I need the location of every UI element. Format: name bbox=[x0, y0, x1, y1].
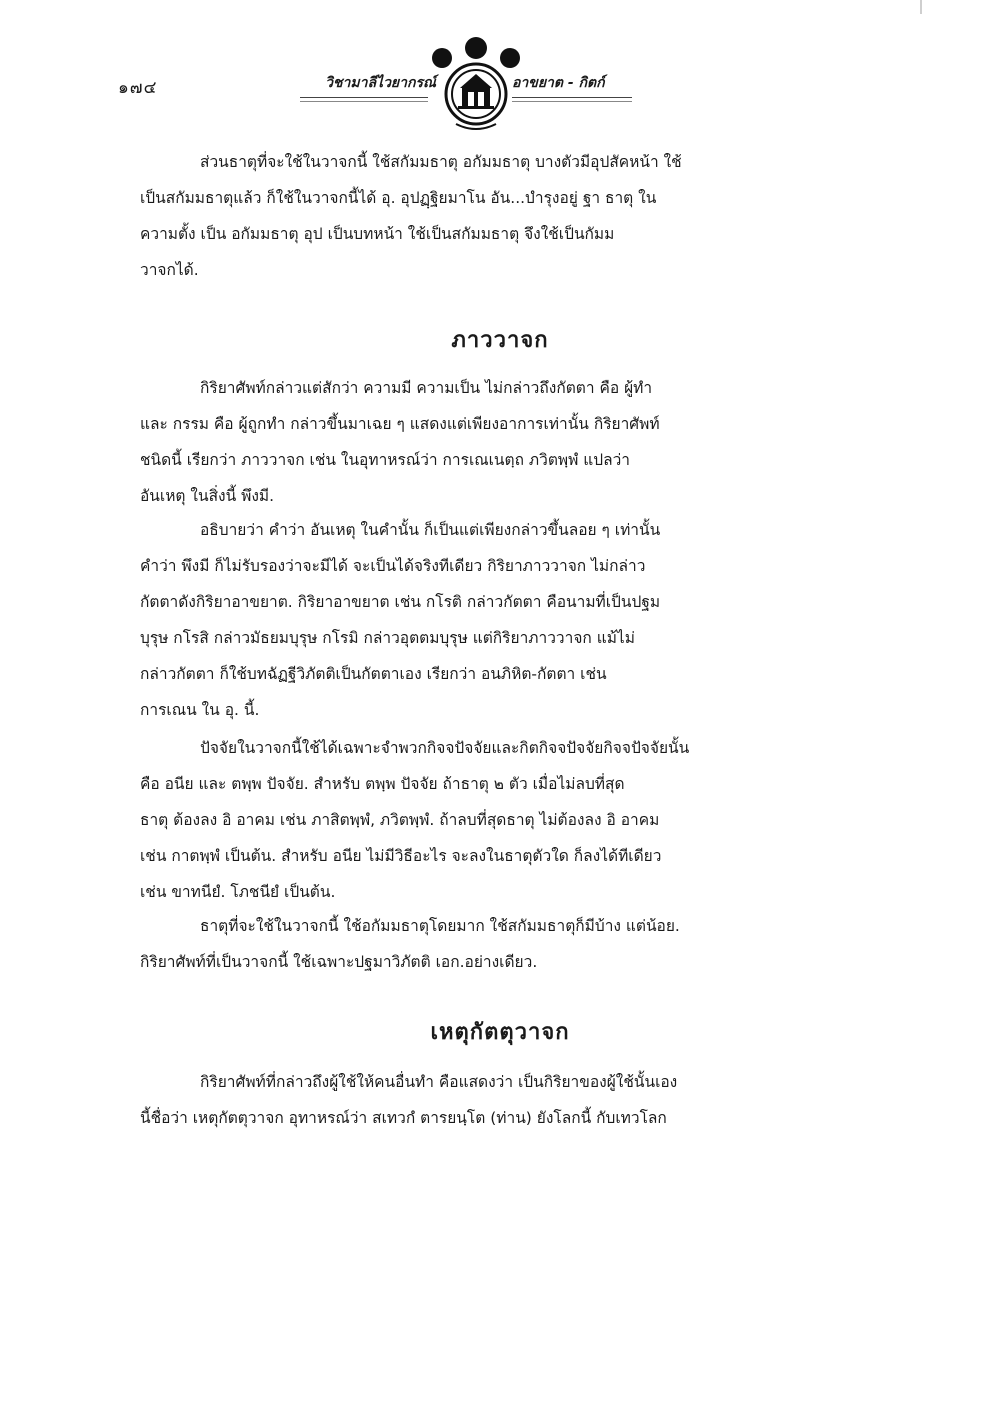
text-line: ความตั้ง เป็น อกัมมธาตุ อุป เป็นบทหน้า ใช้เป็นสกัมมธาตุ จึงใช้เป็นกัมม bbox=[140, 225, 615, 243]
text-line: คือ อนีย และ ตพฺพ ปัจจัย. สำหรับ ตพฺพ ปัจจัย ถ้าธาตุ ๒ ตัว เมื่อไม่ลบที่สุด bbox=[140, 775, 625, 793]
text-line: เป็นสกัมมธาตุแล้ว ก็ใช้ในวาจกนี้ได้ อุ. อุปฏฺฐิยมาโน อัน...บำรุงอยู่ ฐา ธาตุ ใน bbox=[140, 189, 657, 207]
text-line: กัตตาดังกิริยาอาขยาต. กิริยาอาขยาต เช่น กโรติ กล่าวกัตตา คือนามที่เป็นปฐม bbox=[140, 593, 661, 611]
paragraph-hetu-1 bbox=[140, 1064, 840, 1136]
page-header bbox=[0, 30, 1000, 135]
paragraph-bhava-3 bbox=[140, 730, 840, 910]
section-heading-bhava: ภาววาจก bbox=[451, 328, 549, 353]
header-rule bbox=[300, 97, 428, 98]
text-line: วาจกได้. bbox=[140, 261, 199, 279]
text-line: ธาตุที่จะใช้ในวาจกนี้ ใช้อกัมมธาตุโดยมาก ใช้สกัมมธาตุก็มีบ้าง แต่น้อย. bbox=[200, 917, 680, 935]
page-number: ๑๗๔ bbox=[118, 78, 158, 98]
header-book-title: วิชามาลีไวยากรณ์ bbox=[325, 75, 436, 91]
scan-edge-mark bbox=[920, 0, 922, 14]
text-line: กล่าวกัตตา ก็ใช้บทฉัฏฐีวิภัตติเป็นกัตตาเอง เรียกว่า อนภิหิต-กัตตา เช่น bbox=[140, 665, 607, 683]
text-line: ส่วนธาตุที่จะใช้ในวาจกนี้ ใช้สกัมมธาตุ อกัมมธาตุ บางตัวมีอุปสัคหน้า ใช้ bbox=[200, 153, 682, 171]
text-line: นี้ชื่อว่า เหตุกัตตุวาจก อุทาหรณ์ว่า สเทวกํ ตารยนฺโต (ท่าน) ยังโลกนี้ กับเทวโลก bbox=[140, 1109, 667, 1127]
paragraph-bhava-2 bbox=[140, 512, 840, 728]
text-line: ชนิดนี้ เรียกว่า ภาววาจก เช่น ในอุทาหรณ์ว่า การเณเนตฺถ ภวิตพฺพํ แปลว่า bbox=[140, 451, 630, 469]
text-line: การเณน ใน อุ. นี้. bbox=[140, 701, 260, 719]
emblem-logo-icon bbox=[428, 36, 524, 136]
text-line: ปัจจัยในวาจกนี้ใช้ได้เฉพาะจำพวกกิจจปัจจัยและกิตกิจจปัจจัยกิจจปัจจัยนั้น bbox=[200, 739, 690, 757]
text-line: ธาตุ ต้องลง อิ อาคม เช่น ภาสิตพฺพํ, ภวิตพฺพํ. ถ้าลบที่สุดธาตุ ไม่ต้องลง อิ อาคม bbox=[140, 811, 660, 829]
header-chapter-title: อาขยาต - กิตก์ bbox=[512, 75, 605, 91]
text-line: กิริยาศัพท์กล่าวแต่สักว่า ความมี ความเป็น ไม่กล่าวถึงกัตตา คือ ผู้ทำ bbox=[200, 379, 653, 397]
paragraph-bhava-1 bbox=[140, 370, 840, 514]
section-heading-hetu: เหตุกัตตุวาจก bbox=[430, 1020, 570, 1045]
paragraph-bhava-4 bbox=[140, 908, 840, 980]
text-line: บุรุษ กโรสิ กล่าวมัธยมบุรุษ กโรมิ กล่าวอุตตมบุรุษ แต่กิริยาภาววาจก แม้ไม่ bbox=[140, 629, 635, 647]
text-line: กิริยาศัพท์ที่เป็นวาจกนี้ ใช้เฉพาะปฐมาวิภัตติ เอก.อย่างเดียว. bbox=[140, 953, 538, 971]
text-line: เช่น กาตพฺพํ เป็นต้น. สำหรับ อนีย ไม่มีวิธีอะไร จะลงในธาตุตัวใด ก็ลงได้ทีเดียว bbox=[140, 847, 662, 865]
header-rule bbox=[300, 101, 428, 102]
paragraph-intro bbox=[140, 144, 840, 288]
text-line: อธิบายว่า คำว่า อันเหตุ ในคำนั้น ก็เป็นแต่เพียงกล่าวขึ้นลอย ๆ เท่านั้น bbox=[200, 521, 661, 539]
text-line: และ กรรม คือ ผู้ถูกทำ กล่าวขึ้นมาเฉย ๆ แสดงแต่เพียงอาการเท่านั้น กิริยาศัพท์ bbox=[140, 415, 660, 433]
header-rule bbox=[512, 97, 632, 98]
text-line: เช่น ขาทนียํ. โภชนียํ เป็นต้น. bbox=[140, 883, 336, 901]
text-line: คำว่า พึงมี ก็ไม่รับรองว่าจะมีได้ จะเป็นได้จริงทีเดียว กิริยาภาววาจก ไม่กล่าว bbox=[140, 557, 646, 575]
header-rule bbox=[512, 101, 632, 102]
text-line: กิริยาศัพท์ที่กล่าวถึงผู้ใช้ให้คนอื่นทำ คือแสดงว่า เป็นกิริยาของผู้ใช้นั้นเอง bbox=[200, 1073, 678, 1091]
text-line: อันเหตุ ในสิ่งนี้ พึงมี. bbox=[140, 487, 275, 505]
